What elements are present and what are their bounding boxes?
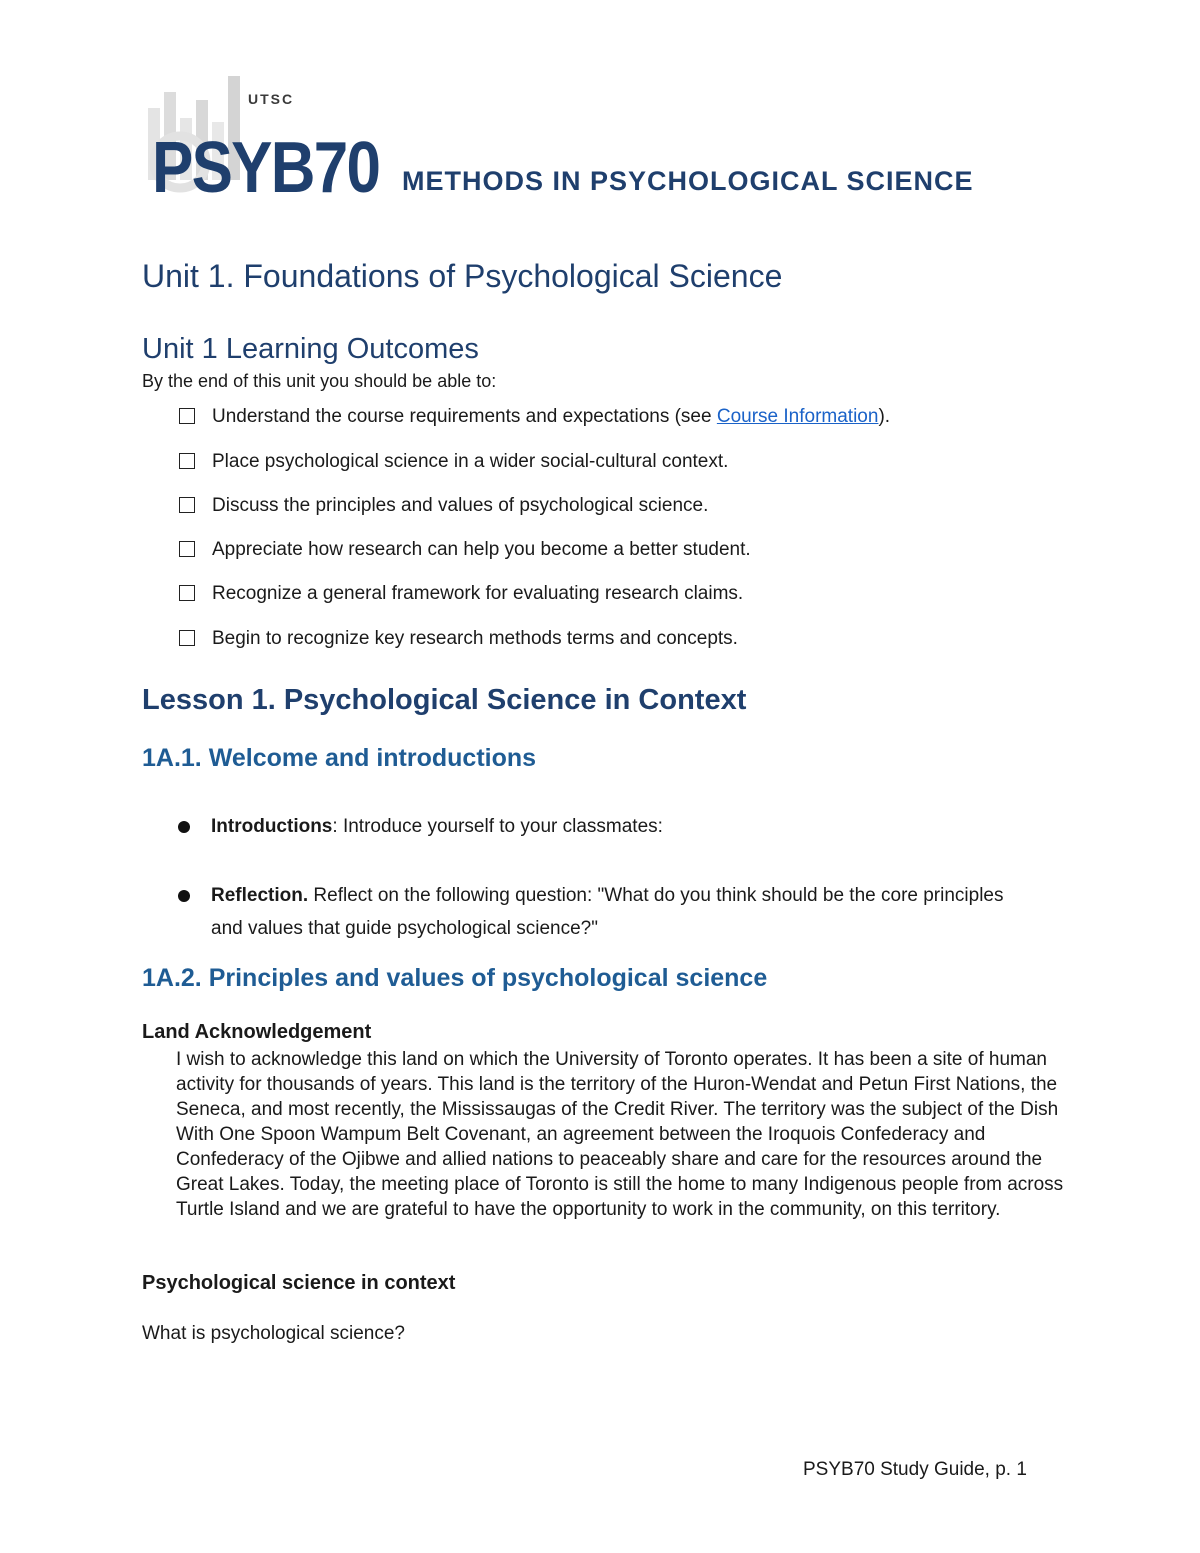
checkbox-icon[interactable]: [179, 541, 195, 557]
outcome-text: Discuss the principles and values of psychological science.: [212, 495, 709, 516]
bullet-text: : Introduce yourself to your classmates:: [332, 816, 663, 837]
outcome-item: [179, 495, 1079, 517]
outcome-item: [179, 539, 1079, 561]
unit-title: Unit 1. Foundations of Psychological Science: [142, 258, 783, 294]
institution-label: UTSC: [248, 91, 295, 107]
outcome-text-suffix: ).: [878, 406, 891, 427]
land-acknowledgement-text: I wish to acknowledge this land on which the University of Toronto operates. It has been a site of human activity for thousands of years. This land is the territory of the Huron-Wendat and Petun First Nations, the Seneca, and most recently, the Mississaugas of the Credit River. The territory was the subject of the Dish With One Spoon Wampum Belt Covenant, an agreement between the Iroquois Confederacy and Confederacy of the Ojibwe and allied nations to peaceably share and care for the resources around the Great Lakes. Today, the meeting place of Toronto is still the home to many Indigenous people from across Turtle Island and we are grateful to have the opportunity to work in the community, on this territory.: [176, 1049, 1064, 1220]
course-title: METHODS IN PSYCHOLOGICAL SCIENCE: [402, 166, 974, 196]
checkbox-icon[interactable]: [179, 585, 195, 601]
outcome-item: [179, 628, 1079, 650]
checkbox-icon[interactable]: [179, 497, 195, 513]
page-footer: PSYB70 Study Guide, p. 1: [803, 1459, 1027, 1480]
course-information-link[interactable]: Course Information: [716, 406, 879, 427]
bullet-icon: [178, 890, 190, 902]
outcome-text: Place psychological science in a wider social-cultural context.: [212, 451, 729, 472]
outcomes-intro: By the end of this unit you should be able to:: [142, 371, 497, 391]
bullet-item-reflection: [178, 879, 1038, 945]
bullet-label: Reflection.: [211, 885, 309, 906]
outcome-text: Understand the course requirements and expectations (see: [212, 406, 717, 427]
outcomes-heading: Unit 1 Learning Outcomes: [142, 333, 479, 365]
bullet-text: Reflect on the following question: "What do you think should be the core principles and values that guide psychological science?": [211, 885, 1004, 939]
outcome-text: Recognize a general framework for evaluating research claims.: [212, 583, 744, 604]
section-heading-1a1: 1A.1. Welcome and introductions: [142, 744, 537, 772]
outcome-text: Begin to recognize key research methods terms and concepts.: [212, 628, 738, 649]
course-banner: [140, 70, 1020, 210]
checkbox-icon[interactable]: [179, 453, 195, 469]
land-acknowledgement-heading: Land Acknowledgement: [142, 1021, 372, 1043]
section-heading-1a2: 1A.2. Principles and values of psychological science: [142, 964, 768, 992]
bullet-item-introductions: [178, 810, 1038, 843]
context-question: What is psychological science?: [142, 1323, 405, 1344]
outcome-item: [179, 583, 1079, 605]
outcome-item: [179, 406, 1079, 428]
outcome-text: Appreciate how research can help you become a better student.: [212, 539, 751, 560]
lesson-title: Lesson 1. Psychological Science in Context: [142, 684, 747, 716]
checkbox-icon[interactable]: [179, 408, 195, 424]
bullet-label: Introductions: [211, 816, 333, 837]
checkbox-icon[interactable]: [179, 630, 195, 646]
outcome-item: [179, 451, 1079, 473]
bullet-icon: [178, 821, 190, 833]
course-code: PSYB70: [152, 128, 380, 208]
context-heading: Psychological science in context: [142, 1272, 456, 1294]
